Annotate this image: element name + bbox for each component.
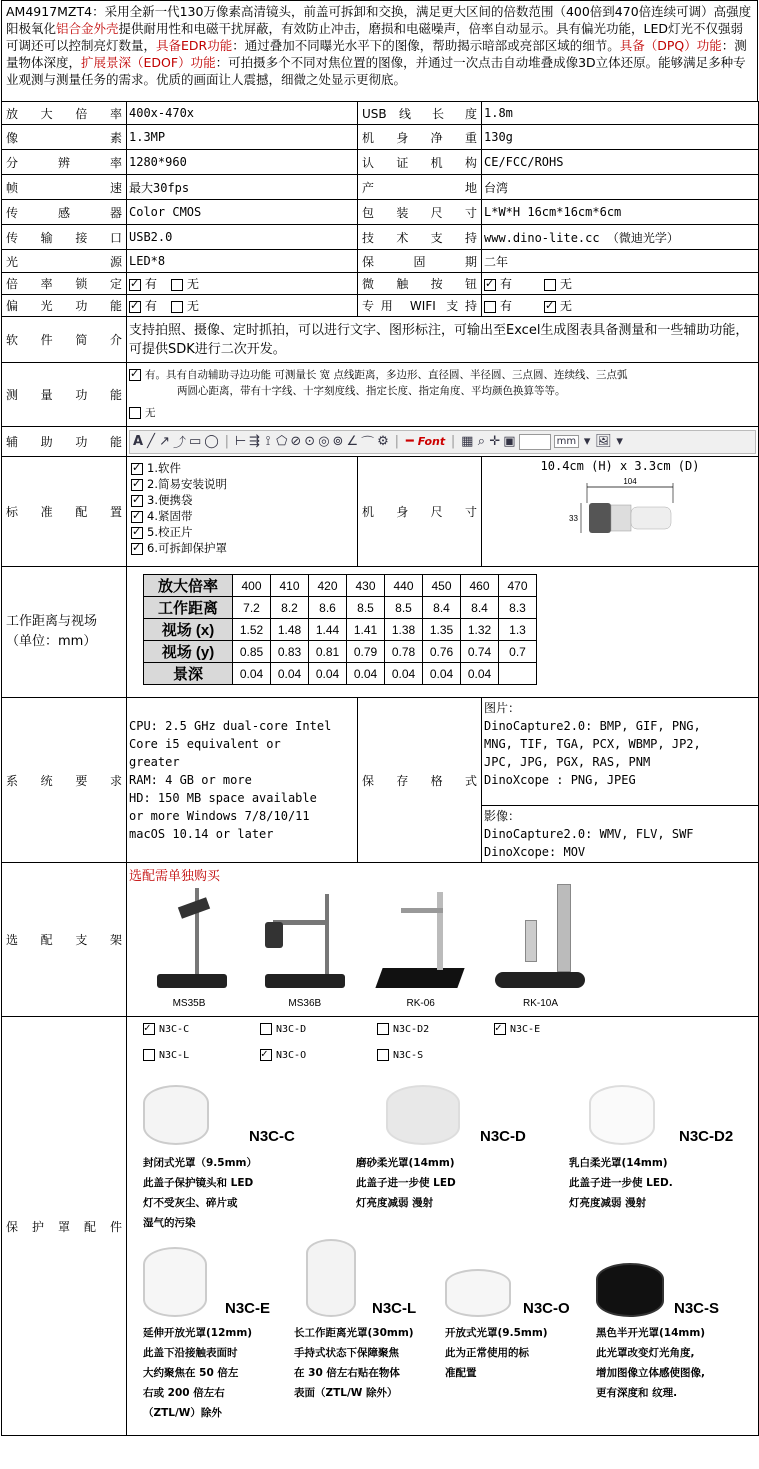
cap-desc: 灯亮度减弱 漫射 [569,1197,647,1209]
cap-card [356,1075,561,1233]
image-formats-title: 图片： [484,701,521,715]
spec-label: 像 素 [2,125,127,150]
cap-n3c-e-image [143,1247,207,1317]
cap-title: 磨砂柔光罩(14mm) [356,1157,455,1169]
format-line: JPC, JPG, PGX, RAS, PNM [484,755,651,769]
system-line: Core i5 equivalent or [129,737,281,751]
circle-distance-icon[interactable]: ⊚ [332,434,344,449]
more-icon[interactable]: ▾ [616,434,623,449]
wd-cell: 450 [423,575,461,597]
crosshair-icon[interactable]: ✛ [489,434,501,449]
format-line: DinoCapture2.0: WMV, FLV, SWF [484,827,694,841]
cap-desc: 右或 200 倍左右 [143,1387,225,1399]
spec-value: 最大30fps [127,175,358,200]
wd-header: 视场 (x) [144,619,233,641]
intro-text: ：测量物体深度， [6,38,747,70]
system-line: greater [129,755,180,769]
cap-name: N3C-L [372,1300,417,1317]
stand-item [133,886,245,1009]
grid-icon[interactable]: ▦ [461,434,474,449]
config-item: 4.紧固带 [147,509,193,523]
product-intro [1,0,758,101]
wd-cell: 1.44 [309,619,347,641]
option-label: 有 [145,299,158,313]
wd-cell: 0.85 [233,641,271,663]
checkbox-unchecked[interactable] [171,301,183,313]
text-tool-icon[interactable]: A [133,434,144,449]
checkbox-checked[interactable] [131,463,143,475]
wd-cell: 0.78 [385,641,423,663]
config-item: 1.软件 [147,461,181,475]
stands-row [2,863,759,1017]
checkbox-unchecked[interactable] [171,279,183,291]
wd-cell: 0.04 [309,663,347,685]
cap-n3c-s-image [596,1263,664,1317]
wd-cell: 1.41 [347,619,385,641]
config-item: 5.校正片 [147,525,193,539]
cap-desc: 准配置 [445,1367,477,1379]
spec-value: 二年 [482,250,759,273]
stand-rk10a-image [485,886,595,998]
angle-tool-icon[interactable]: ∠ [346,434,359,449]
software-text: 支持拍照、摄像、定时抓拍，可以进行文字、图形标注，可输出至Excel生成图表具备测量和一些辅助功能，可提供SDK进行二次开发。 [127,317,759,363]
checkbox-checked[interactable] [544,301,556,313]
checkbox-checked[interactable] [131,543,143,555]
system-line: HD: 150 MB space available [129,791,317,805]
spec-label: 帧 速 [2,175,127,200]
aux-row [2,427,759,457]
cap-title: 延伸开放光罩(12mm) [143,1327,253,1339]
spec-value: 台湾 [482,175,759,200]
wd-cell: 430 [347,575,385,597]
config-item: 6.可拆卸保护罩 [147,541,227,555]
spec-value: LED*8 [127,250,358,273]
cap-name: N3C-E [225,1300,271,1317]
microscope-dimension-drawing [505,473,735,553]
cap-desc: 此为正常使用的标 [445,1347,529,1359]
stand-item [365,886,477,1009]
intro-text: ：通过叠加不同曝光水平下的图像，帮助揭示暗部或亮部区域的细节。 [232,38,620,53]
spec-label: 传 输 接 口 [2,225,127,250]
wd-cell: 400 [233,575,271,597]
wd-cell: 1.32 [461,619,499,641]
wd-cell: 8.4 [461,597,499,619]
software-row [2,317,759,363]
checkbox-unchecked[interactable] [377,1023,389,1035]
wd-row [144,663,537,685]
caps-row [2,1017,759,1436]
circle-radius-icon[interactable]: ⊙ [304,434,316,449]
caps-row-2 [143,1241,758,1423]
circle-diameter-icon[interactable]: ⊘ [290,434,302,449]
spec-label: 包 装 尺 寸 [358,200,482,225]
video-formats-title: 影像： [484,809,521,823]
intro-text: 提供耐用性和电磁干扰屏蔽，有效防止冲击，磨损和电磁噪声，倍率自动显示。具有偏光功能，LED灯光不仅强弱可调还可以控制亮灯数量， [6,21,744,53]
stand-label: MS36B [288,998,322,1009]
wd-row [144,641,537,663]
intro-highlight: 具备（DPQ）功能 [619,38,722,53]
checkbox-checked[interactable] [131,511,143,523]
format-line: DinoXcope: MOV [484,845,586,859]
stands-note: 选配需单独购买 [129,869,221,884]
cap-name: N3C-D2 [679,1128,734,1145]
intro-highlight: 铝合金外壳 [56,21,119,36]
dim-length-label: 104 [623,477,637,486]
color-picker-icon[interactable]: ▣ [503,434,516,449]
cap-n3c-d2-image [589,1085,655,1145]
measure-row [2,363,759,427]
stand-label: RK-06 [406,998,435,1009]
checkbox-checked[interactable] [129,279,141,291]
intro-text: ：可拍摄多个不同对焦位置的图像，并通过一次点击自动堆叠成像3D立体还原。能够满足多种专业观测与测量任务的需求。优质的画面让人震撼，细微之处显示更彻底。 [6,55,746,87]
spec-row [2,175,759,200]
spec-table [1,101,759,1436]
wd-cell: 440 [385,575,423,597]
caps-row-1 [143,1075,758,1233]
spec-label: 专用 WIFI 支持 [358,295,482,317]
config-item: 2.简易安装说明 [147,477,227,491]
cap-desc: 此盖子进一步使 LED [356,1177,456,1189]
cap-desc: 此盖下沿接触表面时 [143,1347,238,1359]
system-line: macOS 10.14 or later [129,827,274,841]
spec-check-row [2,273,759,295]
wd-header: 景深 [144,663,233,685]
cap-card [596,1241,741,1423]
spec-value: 1.3MP [127,125,358,150]
option-label: 有 [500,299,513,313]
wd-cell: 8.4 [423,597,461,619]
cap-title: 开放式光罩(9.5mm) [445,1327,548,1339]
option-label: 无 [145,407,156,419]
wd-row [144,619,537,641]
checkbox-unchecked[interactable] [143,1049,155,1061]
checkbox-checked[interactable] [131,479,143,491]
section-label: 工作距离与视场（单位：mm） [2,567,127,698]
polyline-tool-icon[interactable]: ⤴ [172,436,186,451]
cap-check [143,1049,260,1061]
checkbox-unchecked[interactable] [484,301,496,313]
wd-cell [499,663,537,685]
cap-desc: 表面（ZTL/W 除外） [294,1387,398,1399]
three-point-circle-icon[interactable]: ◎ [318,434,330,449]
cap-check [377,1023,494,1035]
section-label: 系 统 要 求 [2,698,127,863]
option-label: 无 [560,299,573,313]
cap-n3c-c-image [143,1085,209,1145]
spec-label: USB 线 长 度 [358,102,482,125]
cap-title: 长工作距离光罩(30mm) [294,1327,414,1339]
cap-title: 乳白柔光罩(14mm) [569,1157,668,1169]
checkbox-checked[interactable] [494,1023,506,1035]
cap-title: 封闭式光罩（9.5mm） [143,1157,257,1169]
cap-name: N3C-D [480,1128,526,1145]
cap-desc: 湿气的污染 [143,1217,196,1229]
section-label: 辅 助 功 能 [2,427,127,457]
intro-text: AM4917MZT4：采用全新一代130万像素高清镜头，前盖可拆卸和交换，满足更大区间的倍数范围（400倍到470倍连续可调）高强度阳极氧化 [6,4,752,36]
option-label: 无 [187,299,200,313]
cap-desc: 更有深度和 纹理. [596,1387,678,1399]
checkbox-checked[interactable] [129,369,141,381]
zoom-icon[interactable]: ⌕ [477,434,486,449]
spec-value: L*W*H 16cm*16cm*6cm [482,200,759,225]
spec-label: 偏 光 功 能 [2,295,127,317]
system-row [2,698,759,863]
wd-cell: 1.48 [271,619,309,641]
cap-check-label: N3C-E [510,1024,541,1035]
spec-label: 传 感 器 [2,200,127,225]
rect-tool-icon[interactable]: ▭ [188,434,202,449]
font-icon[interactable]: Font [417,435,446,448]
section-label: 软 件 简 介 [2,317,127,363]
wd-cell: 0.76 [423,641,461,663]
format-line: DinoXcope : PNG, JPEG [484,773,636,787]
wd-cell: 8.2 [271,597,309,619]
checkbox-checked[interactable] [129,301,141,313]
intro-highlight: 扩展景深（EDOF）功能 [81,55,216,70]
wd-cell: 8.5 [347,597,385,619]
wd-header: 视场 (y) [144,641,233,663]
spec-value: 1.8m [482,102,759,125]
ellipse-tool-icon[interactable]: ◯ [204,434,219,449]
wd-cell: 0.79 [347,641,385,663]
distance-tool-icon[interactable]: ⊢ [234,434,247,449]
option-label: 无 [560,277,573,291]
wd-cell: 0.04 [233,663,271,685]
spec-label: 微 触 按 钮 [358,273,482,295]
spec-label: 机 身 净 重 [358,125,482,150]
section-label: 选 配 支 架 [2,863,127,1017]
section-label: 保 存 格 式 [358,698,482,863]
value-input[interactable] [519,434,551,450]
spec-row [2,250,759,273]
system-line: RAM: 4 GB or more [129,773,252,787]
wd-cell: 1.3 [499,619,537,641]
measure-text: 有。具有自动辅助寻边功能 可测量长 宽 点线距离，多边形、直径圆、半径圆、三点圆、连续线、三点弧 [145,369,628,381]
spec-check-row [2,295,759,317]
checkbox-checked[interactable] [131,495,143,507]
wd-cell: 8.5 [385,597,423,619]
wd-cell: 0.81 [309,641,347,663]
cap-check [260,1049,377,1061]
section-label: 保 护 罩 配 件 [2,1017,127,1436]
cap-check [260,1023,377,1035]
cap-desc: 灯不受灰尘、碎片或 [143,1197,238,1209]
spec-label: 分 辨 率 [2,150,127,175]
wd-cell: 420 [309,575,347,597]
stand-ms36b-image [255,886,355,998]
option-label: 无 [187,277,200,291]
wd-cell: 0.7 [499,641,537,663]
cap-card [143,1075,348,1233]
format-line: MNG, TIF, TGA, PCX, WBMP, JP2, [484,737,701,751]
cap-check-label: N3C-C [159,1024,190,1035]
config-item: 3.便携袋 [147,493,193,507]
point-line-tool-icon[interactable]: ⟟ [265,434,271,449]
cap-desc: 灯亮度减弱 漫射 [356,1197,434,1209]
section-label: 机 身 尺 寸 [358,457,482,567]
cap-title: 黑色半开光罩(14mm) [596,1327,706,1339]
line-color-icon[interactable]: ━ [405,434,414,449]
wd-cell: 0.74 [461,641,499,663]
wd-cell: 470 [499,575,537,597]
wd-header: 工作距离 [144,597,233,619]
checkbox-unchecked[interactable] [260,1023,272,1035]
option-label: 有 [500,277,513,291]
stand-label: MS35B [172,998,206,1009]
cap-check [143,1023,260,1035]
spec-row [2,125,759,150]
system-line: or more Windows 7/8/10/11 [129,809,310,823]
cap-desc: 手持式状态下保障聚焦 [294,1347,399,1359]
spec-label: 倍 率 锁 定 [2,273,127,295]
spec-label: 保 固 期 [358,250,482,273]
cap-name: N3C-S [674,1300,720,1317]
spec-value: 130g [482,125,759,150]
wd-cell: 0.04 [385,663,423,685]
spec-value: www.dino-lite.cc （微迪光学） [482,225,759,250]
cap-desc: 在 30 倍左右贴在物体 [294,1367,400,1379]
checkbox-unchecked[interactable] [377,1049,389,1061]
measure-text: 两圆心距离，带有十字线、十字刻度线、指定长度、指定角度、平均颜色换算等等。 [177,385,566,397]
option-label: 有 [145,277,158,291]
cap-desc: 此光罩改变灯光角度, [596,1347,695,1359]
wd-row [144,575,537,597]
dim-diameter-label: 33 [569,514,578,523]
cap-n3c-l-image [306,1239,356,1317]
cap-check-label: N3C-D [276,1024,307,1035]
cap-card [143,1241,288,1423]
arrow-tool-icon[interactable]: ↗ [159,434,170,449]
stand-item [249,886,361,1009]
standard-row [2,457,759,567]
wd-cell: 1.52 [233,619,271,641]
parallel-tool-icon[interactable]: ⇶ [249,434,261,449]
unit-select[interactable]: mm [554,435,579,448]
spec-value: Color CMOS [127,200,358,225]
cap-desc: 增加图像立体感使图像, [596,1367,705,1379]
annotation-toolbar: A ╱ ↗ ⤴ ▭ ◯ | ⊢ ⇶ ⟟ ⬠ ⊘ ⊙ ◎ ⊚ ∠ ⌒ ⚙ | ━ Font | ▦ ⌕ ✛ ▣ mm ▾ 🖼 ▾ [129,430,756,454]
working-distance-row [2,567,759,698]
cap-desc: 大约聚焦在 50 倍左 [143,1367,239,1379]
spec-label: 光 源 [2,250,127,273]
spec-row [2,150,759,175]
spec-row [2,225,759,250]
spec-value: 400x-470x [127,102,358,125]
cap-name: N3C-O [523,1300,570,1317]
cap-n3c-o-image [445,1269,511,1317]
spec-row [2,200,759,225]
cap-check-label: N3C-D2 [393,1024,430,1035]
cap-check [377,1049,494,1061]
cap-card [445,1241,590,1423]
spec-value: USB2.0 [127,225,358,250]
wd-cell: 0.04 [271,663,309,685]
wd-cell: 410 [271,575,309,597]
arc-tool-icon[interactable]: ⌒ [361,436,375,451]
intro-highlight: 具备EDR功能 [156,38,233,53]
wd-cell: 0.04 [423,663,461,685]
cap-desc: 此盖子保护镜头和 LED [143,1177,254,1189]
system-line: CPU: 2.5 GHz dual-core Intel [129,719,332,733]
stand-item [480,886,600,1009]
checkbox-unchecked[interactable] [544,279,556,291]
checkbox-checked[interactable] [484,279,496,291]
cap-check [494,1023,611,1035]
cap-n3c-d-image [386,1085,460,1145]
stand-label: RK-10A [522,998,558,1009]
checkbox-checked[interactable] [131,527,143,539]
dropdown-icon[interactable]: ▾ [583,434,591,449]
wd-cell: 1.35 [423,619,461,641]
spec-row [2,102,759,125]
cap-card [569,1075,759,1233]
wd-header: 放大倍率 [144,575,233,597]
checkbox-unchecked[interactable] [129,407,141,419]
cap-desc: 此盖子进一步使 LED. [569,1177,673,1189]
line-tool-icon[interactable]: ╱ [147,434,155,449]
image-tool-icon[interactable]: 🖼 [595,434,612,449]
wd-cell: 8.6 [309,597,347,619]
working-distance-table [143,574,537,685]
checkbox-checked[interactable] [143,1023,155,1035]
spec-label: 产 地 [358,175,482,200]
spec-value: CE/FCC/ROHS [482,150,759,175]
cap-desc: （ZTL/W）除外 [143,1407,222,1419]
cap-name: N3C-C [249,1128,295,1145]
cap-check-label: N3C-O [276,1050,307,1061]
wd-cell: 1.38 [385,619,423,641]
stand-rk06-image [371,886,471,998]
cap-check-label: N3C-S [393,1050,424,1061]
spec-label: 技 术 支 持 [358,225,482,250]
checkbox-checked[interactable] [260,1049,272,1061]
section-label: 标 准 配 置 [2,457,127,567]
wd-row [144,597,537,619]
stand-ms35b-image [139,886,239,998]
wd-cell: 7.2 [233,597,271,619]
section-label: 测 量 功 能 [2,363,127,427]
size-text: 10.4cm (H) x 3.3cm (D) [540,459,700,473]
wd-cell: 0.83 [271,641,309,663]
cap-card [294,1241,439,1423]
wd-cell: 0.04 [461,663,499,685]
calibrate-icon[interactable]: ⚙ [377,434,389,449]
spec-label: 放 大 倍 率 [2,102,127,125]
polygon-tool-icon[interactable]: ⬠ [276,434,288,449]
format-line: DinoCapture2.0: BMP, GIF, PNG, [484,719,701,733]
wd-cell: 8.3 [499,597,537,619]
spec-label: 认 证 机 构 [358,150,482,175]
wd-cell: 460 [461,575,499,597]
spec-value: 1280*960 [127,150,358,175]
wd-cell: 0.04 [347,663,385,685]
cap-check-label: N3C-L [159,1050,190,1061]
